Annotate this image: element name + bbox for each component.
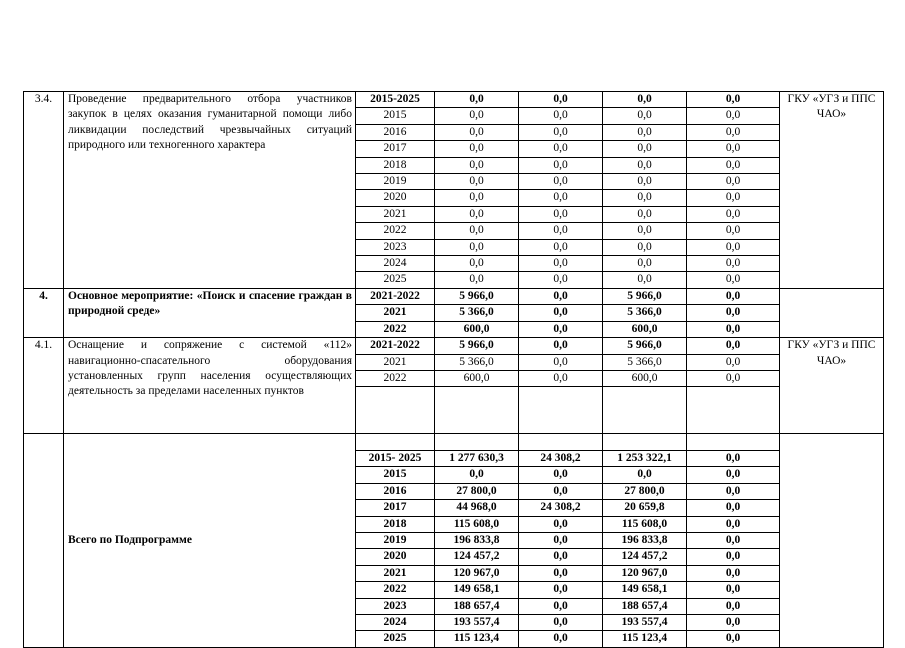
amount-cell: 0,0	[435, 190, 519, 206]
row-description	[64, 434, 356, 647]
row-number	[24, 434, 64, 647]
amount-cell: 0,0	[519, 532, 603, 548]
empty-cell	[687, 418, 780, 434]
amount-cell: 5 366,0	[603, 354, 687, 370]
empty-cell	[356, 434, 435, 450]
amount-cell: 0,0	[603, 272, 687, 288]
amount-cell: 0,0	[435, 141, 519, 157]
amount-cell: 0,0	[519, 516, 603, 532]
empty-cell	[356, 403, 435, 418]
amount-cell: 149 658,1	[435, 582, 519, 598]
amount-cell: 0,0	[603, 223, 687, 239]
amount-cell: 0,0	[687, 631, 780, 647]
amount-cell: 0,0	[519, 338, 603, 354]
amount-cell: 1 253 322,1	[603, 450, 687, 466]
amount-cell: 0,0	[687, 354, 780, 370]
amount-cell: 124 457,2	[603, 549, 687, 565]
description-text: Проведение предварительного отбора участников закупок в целях оказания гуманитарной помощи либо ликвидации последствий чрезвычайных ситуаций природного или техногенного характера	[68, 93, 352, 152]
amount-cell: 0,0	[687, 450, 780, 466]
empty-cell	[435, 403, 519, 418]
amount-cell: 0,0	[435, 223, 519, 239]
amount-cell: 600,0	[603, 370, 687, 386]
amount-cell: 0,0	[603, 124, 687, 140]
amount-cell: 0,0	[435, 174, 519, 190]
amount-cell: 0,0	[435, 124, 519, 140]
year-cell: 2022	[356, 370, 435, 386]
year-cell: 2018	[356, 157, 435, 173]
amount-cell: 0,0	[603, 467, 687, 483]
amount-cell: 0,0	[603, 256, 687, 272]
amount-cell: 196 833,8	[435, 532, 519, 548]
description-text: Всего по Подпрограмме	[68, 533, 192, 546]
budget-table	[23, 91, 884, 648]
amount-cell: 0,0	[435, 92, 519, 108]
amount-cell: 115 608,0	[435, 516, 519, 532]
amount-cell: 600,0	[603, 321, 687, 337]
year-cell: 2017	[356, 500, 435, 516]
amount-cell: 0,0	[519, 614, 603, 630]
description-text: Основное мероприятие: «Поиск и спасение граждан в природной среде»	[68, 289, 352, 318]
table-row	[24, 92, 884, 108]
amount-cell: 0,0	[519, 321, 603, 337]
year-cell: 2021	[356, 565, 435, 581]
amount-cell: 0,0	[687, 239, 780, 255]
row-description	[64, 338, 356, 434]
amount-cell: 0,0	[603, 141, 687, 157]
year-cell: 2025	[356, 272, 435, 288]
amount-cell: 5 366,0	[435, 354, 519, 370]
amount-cell: 0,0	[687, 614, 780, 630]
amount-cell: 0,0	[687, 483, 780, 499]
empty-cell	[519, 387, 603, 403]
row-number: 4.	[24, 288, 64, 337]
amount-cell: 0,0	[519, 288, 603, 304]
empty-cell	[519, 418, 603, 434]
amount-cell: 1 277 630,3	[435, 450, 519, 466]
amount-cell: 0,0	[687, 272, 780, 288]
year-cell: 2021	[356, 354, 435, 370]
amount-cell: 120 967,0	[603, 565, 687, 581]
amount-cell: 0,0	[603, 174, 687, 190]
amount-cell: 5 366,0	[603, 305, 687, 321]
amount-cell: 24 308,2	[519, 500, 603, 516]
amount-cell: 0,0	[519, 256, 603, 272]
table-row	[24, 338, 884, 354]
year-cell: 2020	[356, 549, 435, 565]
amount-cell: 0,0	[435, 157, 519, 173]
year-cell: 2016	[356, 124, 435, 140]
year-cell: 2021	[356, 206, 435, 222]
amount-cell: 0,0	[603, 157, 687, 173]
year-cell: 2024	[356, 256, 435, 272]
amount-cell: 5 966,0	[603, 288, 687, 304]
year-cell: 2018	[356, 516, 435, 532]
budget-table-page	[23, 91, 883, 648]
amount-cell: 0,0	[687, 549, 780, 565]
responsible-organization: ГКУ «УГЗ и ППС ЧАО»	[780, 92, 884, 289]
amount-cell: 0,0	[519, 141, 603, 157]
amount-cell: 0,0	[519, 174, 603, 190]
amount-cell: 0,0	[687, 467, 780, 483]
year-cell: 2019	[356, 174, 435, 190]
amount-cell: 5 966,0	[435, 338, 519, 354]
amount-cell: 0,0	[435, 239, 519, 255]
amount-cell: 188 657,4	[435, 598, 519, 614]
year-cell: 2016	[356, 483, 435, 499]
amount-cell: 24 308,2	[519, 450, 603, 466]
amount-cell: 0,0	[435, 467, 519, 483]
amount-cell: 0,0	[687, 256, 780, 272]
amount-cell: 0,0	[519, 598, 603, 614]
amount-cell: 0,0	[603, 108, 687, 124]
amount-cell: 0,0	[435, 108, 519, 124]
amount-cell: 0,0	[687, 157, 780, 173]
amount-cell: 0,0	[519, 370, 603, 386]
amount-cell: 0,0	[519, 565, 603, 581]
empty-cell	[687, 434, 780, 450]
year-cell: 2021-2022	[356, 338, 435, 354]
empty-cell	[687, 403, 780, 418]
amount-cell: 188 657,4	[603, 598, 687, 614]
year-cell: 2015	[356, 467, 435, 483]
amount-cell: 115 123,4	[603, 631, 687, 647]
empty-cell	[356, 418, 435, 434]
amount-cell: 0,0	[435, 206, 519, 222]
table-row	[24, 434, 884, 450]
amount-cell: 0,0	[687, 124, 780, 140]
amount-cell: 0,0	[603, 190, 687, 206]
amount-cell: 0,0	[687, 174, 780, 190]
amount-cell: 20 659,8	[603, 500, 687, 516]
amount-cell: 0,0	[519, 92, 603, 108]
amount-cell: 149 658,1	[603, 582, 687, 598]
row-description	[64, 288, 356, 337]
empty-cell	[435, 418, 519, 434]
amount-cell: 0,0	[687, 565, 780, 581]
amount-cell: 0,0	[519, 467, 603, 483]
row-description	[64, 92, 356, 289]
amount-cell: 0,0	[519, 582, 603, 598]
empty-cell	[435, 387, 519, 403]
amount-cell: 120 967,0	[435, 565, 519, 581]
amount-cell: 0,0	[519, 223, 603, 239]
empty-cell	[603, 434, 687, 450]
year-cell: 2015	[356, 108, 435, 124]
amount-cell: 5 966,0	[435, 288, 519, 304]
amount-cell: 0,0	[519, 157, 603, 173]
year-cell: 2017	[356, 141, 435, 157]
year-cell: 2022	[356, 223, 435, 239]
amount-cell: 600,0	[435, 321, 519, 337]
amount-cell: 0,0	[687, 305, 780, 321]
amount-cell: 0,0	[687, 532, 780, 548]
amount-cell: 0,0	[519, 124, 603, 140]
amount-cell: 0,0	[519, 483, 603, 499]
year-cell: 2024	[356, 614, 435, 630]
amount-cell: 193 557,4	[603, 614, 687, 630]
amount-cell: 0,0	[603, 92, 687, 108]
amount-cell: 0,0	[435, 256, 519, 272]
amount-cell: 193 557,4	[435, 614, 519, 630]
row-number: 3.4.	[24, 92, 64, 289]
amount-cell: 0,0	[519, 631, 603, 647]
amount-cell: 0,0	[687, 500, 780, 516]
amount-cell: 0,0	[687, 108, 780, 124]
amount-cell: 0,0	[687, 206, 780, 222]
year-cell: 2025	[356, 631, 435, 647]
description-text: Оснащение и сопряжение с системой «112» навигационно-спасательного оборудования установленных групп населения осуществляющих деятельность за пределами населенных пунктов	[68, 339, 352, 398]
amount-cell: 0,0	[519, 354, 603, 370]
year-cell: 2022	[356, 582, 435, 598]
amount-cell: 0,0	[435, 272, 519, 288]
table-row	[24, 288, 884, 304]
amount-cell: 0,0	[519, 272, 603, 288]
amount-cell: 27 800,0	[435, 483, 519, 499]
empty-cell	[356, 387, 435, 403]
year-cell: 2023	[356, 598, 435, 614]
amount-cell: 115 123,4	[435, 631, 519, 647]
year-cell: 2020	[356, 190, 435, 206]
amount-cell: 0,0	[519, 206, 603, 222]
amount-cell: 5 966,0	[603, 338, 687, 354]
amount-cell: 0,0	[687, 190, 780, 206]
amount-cell: 0,0	[687, 598, 780, 614]
responsible-organization	[780, 288, 884, 337]
year-cell: 2022	[356, 321, 435, 337]
amount-cell: 0,0	[519, 549, 603, 565]
year-cell: 2019	[356, 532, 435, 548]
amount-cell: 0,0	[687, 288, 780, 304]
amount-cell: 0,0	[687, 338, 780, 354]
empty-cell	[519, 403, 603, 418]
amount-cell: 0,0	[687, 582, 780, 598]
amount-cell: 0,0	[603, 206, 687, 222]
empty-cell	[519, 434, 603, 450]
amount-cell: 115 608,0	[603, 516, 687, 532]
empty-cell	[435, 434, 519, 450]
amount-cell: 0,0	[519, 239, 603, 255]
year-cell: 2015- 2025	[356, 450, 435, 466]
amount-cell: 5 366,0	[435, 305, 519, 321]
amount-cell: 0,0	[687, 223, 780, 239]
empty-cell	[603, 418, 687, 434]
amount-cell: 0,0	[519, 108, 603, 124]
amount-cell: 0,0	[687, 92, 780, 108]
amount-cell: 600,0	[435, 370, 519, 386]
amount-cell: 0,0	[687, 141, 780, 157]
amount-cell: 0,0	[687, 516, 780, 532]
empty-cell	[687, 387, 780, 403]
amount-cell: 44 968,0	[435, 500, 519, 516]
year-cell: 2023	[356, 239, 435, 255]
amount-cell: 0,0	[603, 239, 687, 255]
amount-cell: 0,0	[687, 370, 780, 386]
empty-cell	[603, 403, 687, 418]
year-cell: 2021	[356, 305, 435, 321]
year-cell: 2015-2025	[356, 92, 435, 108]
amount-cell: 124 457,2	[435, 549, 519, 565]
year-cell: 2021-2022	[356, 288, 435, 304]
amount-cell: 196 833,8	[603, 532, 687, 548]
responsible-organization: ГКУ «УГЗ и ППС ЧАО»	[780, 338, 884, 434]
amount-cell: 27 800,0	[603, 483, 687, 499]
row-number: 4.1.	[24, 338, 64, 434]
amount-cell: 0,0	[519, 305, 603, 321]
empty-cell	[603, 387, 687, 403]
amount-cell: 0,0	[519, 190, 603, 206]
responsible-organization	[780, 434, 884, 647]
amount-cell: 0,0	[687, 321, 780, 337]
